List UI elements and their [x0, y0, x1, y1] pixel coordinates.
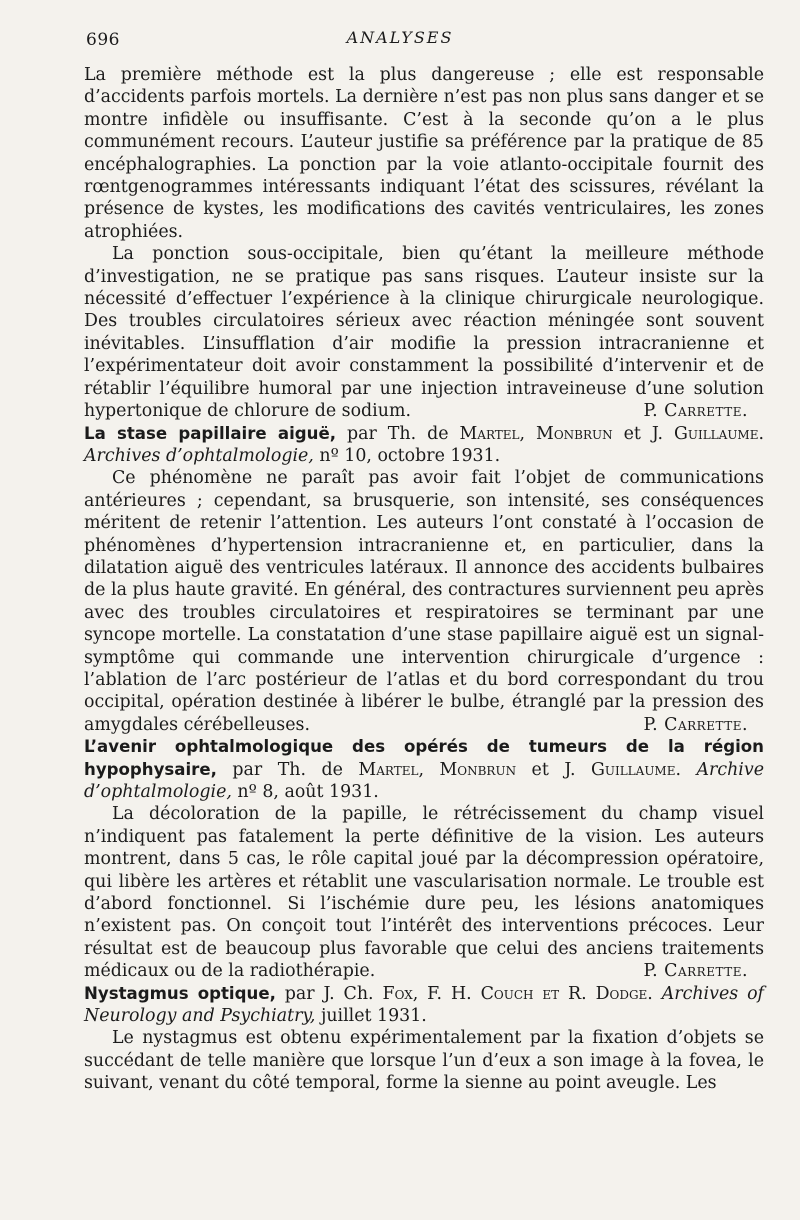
intro-paragraph-2: La ponction sous-occipitale, bien qu’étant la meilleure méthode d’investigation, ne se pratique pas sans risques. L’auteur insiste sur la nécessité d’effectuer l’expérience à la clinique chirurgicale neurologique. Des troubles circulatoires sérieux avec réaction méningée sont souvent inévitables. L’insufflation d’air modifie la pression intracranienne et l’expérimentateur doit avoir constamment la possibilité d’intervenir et de rétablir l’équilibre humoral par une injection intraveineuse d’une solution hypertonique de chlorure de sodium. — [84, 244, 764, 422]
journal-name: Archive d’ophtalmologie, — [84, 759, 764, 802]
intro-paragraph-1: La première méthode est la plus dangereuse ; elle est responsable d’accidents parfois mortels. La dernière n’est pas non plus sans danger et se montre infidèle ou insuffisante. C’est à la seconde qu’on a le plus communément recours. L’auteur justifie sa préférence par la pratique de 85 encéphalographies. La ponction par la voie atlanto-occipitale fournit des rœntgenogrammes intéressants indiquant l’état des scissures, révélant la présence de kystes, les modifications des cavités ventriculaires, les zones atrophiées. — [84, 65, 764, 242]
article-body: Le nystagmus est obtenu expérimentalement par la fixation d’objets se succédant de telle manière que lorsque l’un d’eux a son image à la fovea, le suivant, venant du côté temporal, forme la sienne au point aveugle. Les — [84, 1028, 764, 1094]
authors: Martel, Monbrun — [459, 423, 613, 444]
page-number: 696 — [86, 30, 120, 50]
journal-name: Archives d’ophtalmologie, — [84, 445, 314, 466]
article-title: Nystagmus optique, — [84, 983, 276, 1003]
article-1 — [84, 423, 764, 737]
signature: P. Carrette. — [643, 714, 748, 735]
article-body: La décoloration de la papille, le rétrécissement du champ visuel n’indiquent pas fatalement la perte définitive de la vision. Les auteurs montrent, dans 5 cas, le rôle capital joué par la décompression opératoire, qui libère les artères et rétablit une vascularisation normale. Le trouble est d’abord fonctionnel. Si l’ischémie dure peu, les lésions anatomiques n’existent pas. On conçoit tout l’intérêt des interventions précoces. Leur résultat est de beaucoup plus favorable que celui des anciens traitements médicaux ou de la radiothérapie. — [84, 804, 764, 982]
article-2 — [84, 736, 764, 982]
citation: L’avenir ophtalmologique des opérés de tumeurs de la région hypophysaire, par Th. de Martel, Monbrun et J. Guillaume. Archive d’ophtalmologie, nº 8, août 1931. — [84, 737, 764, 802]
article-title: La stase papillaire aiguë, — [84, 423, 337, 443]
citation: La stase papillaire aiguë, par Th. de Martel, Monbrun et J. Guillaume. Archives d’ophtalmologie, nº 10, octobre 1931. — [84, 423, 765, 466]
page-body — [84, 64, 764, 1095]
authors: Fox, — [382, 983, 419, 1004]
issue-details: nº 8, août 1931. — [231, 782, 379, 802]
citation: Nystagmus optique, par J. Ch. Fox, F. H. Couch et R. Dodge. Archives of Neurology and Psychiatry, juillet 1931. — [84, 983, 764, 1027]
running-title: ANALYSES — [346, 28, 454, 47]
issue-details: nº 10, octobre 1931. — [313, 445, 501, 466]
signature: P. Carrette. — [643, 961, 748, 982]
article-title: L’avenir ophtalmologique des opérés de tumeurs de la région hypophysaire, — [84, 737, 764, 779]
article-body: Ce phénomène ne paraît pas avoir fait l’objet de communications antérieures ; cependant, sa brusquerie, son intensité, ses conséquences méritent de retenir l’attention. Les auteurs l’ont constaté à l’occasion de phénomènes d’hypertension intracranienne et, en particulier, dans la dilatation aiguë des ventricules latéraux. Il annonce des accidents bulbaires de la plus haute gravité. En général, des contractures surviennent peu après avec des troubles circulatoires et respiratoires se terminant par une syncope mortelle. La constatation d’une stase papillaire aiguë est un signal-symptôme qui commande une intervention chirurgicale d’urgence : l’ablation de l’arc postérieur de l’atlas et du bord correspondant du trou occipital, opération destinée à libérer le bulbe, étranglé par la pression des amygdales cérébelleuses. — [84, 468, 764, 735]
authors: Martel, Monbrun — [358, 759, 517, 780]
article-3 — [84, 983, 764, 1095]
signature: P. Carrette. — [643, 401, 748, 422]
intro-section — [84, 64, 764, 423]
issue-details: juillet 1931. — [315, 1006, 427, 1027]
journal-name: Archives of Neurology and Psychiatry, — [84, 983, 764, 1027]
